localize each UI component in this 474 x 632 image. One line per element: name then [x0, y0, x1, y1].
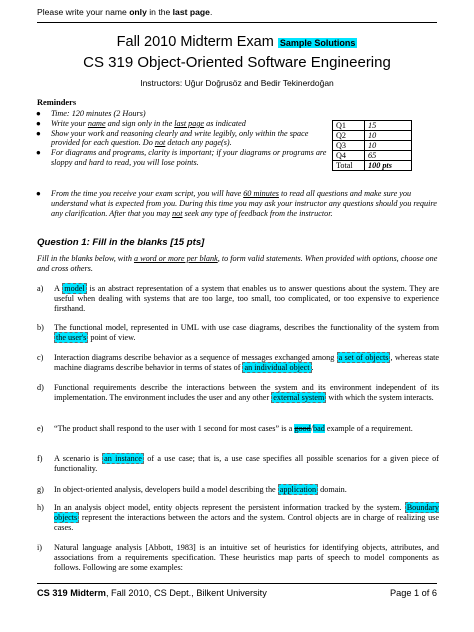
- item-text: “The product shall respond to the user with 1 second for most cases” is a good/bad example of a requirement.: [54, 424, 413, 433]
- blank-item-f: [37, 454, 439, 474]
- bullet-icon: ●: [36, 128, 41, 138]
- blank-item-h: [37, 503, 439, 532]
- reminders-list-cont: [36, 189, 438, 218]
- item-label: h): [37, 503, 44, 512]
- reminder-item: [36, 129, 328, 149]
- header-note: [37, 7, 212, 17]
- item-label: c): [37, 353, 44, 362]
- page-number: Page 1 of 6: [390, 588, 437, 598]
- total-points-cell: 100 pts: [365, 161, 412, 171]
- points-cell: 10: [365, 131, 412, 141]
- item-label: f): [37, 454, 43, 463]
- item-label: g): [37, 485, 44, 494]
- reminder-text: as indicated: [204, 118, 246, 128]
- blank-item-e: [37, 424, 439, 434]
- points-cell: 65: [365, 151, 412, 161]
- answer-highlight: an instance: [104, 454, 142, 463]
- points-cell: 10: [365, 141, 412, 151]
- blank-item-c: [37, 353, 439, 373]
- question-cell: Q1: [333, 121, 365, 131]
- question-cell: Q2: [333, 131, 365, 141]
- item-text: A model is an abstract representation of a system that enables us to answer questions about the system. They are useful when dealing with systems that are too large, too small, too complicated, or too expensive to experience firsthand.: [54, 284, 439, 313]
- reminder-text: Show your work and reasoning clearly and write legibly, only within the space provided for each question. Do: [51, 128, 309, 148]
- reminder-text: Time: 120 minutes (2 Hours): [51, 109, 146, 118]
- footer-divider: [37, 583, 437, 584]
- chosen-option: bad: [313, 424, 325, 433]
- exam-title: [0, 34, 474, 50]
- header-divider: [37, 22, 437, 23]
- item-label: a): [37, 284, 44, 293]
- question-1-heading: Question 1: Fill in the blanks [15 pts]: [37, 237, 205, 248]
- blank-item-a: [37, 284, 439, 313]
- answer-highlight: application: [279, 485, 317, 494]
- reminders-list: [36, 109, 328, 168]
- table-row: [333, 161, 412, 171]
- answer-highlight: model: [64, 284, 85, 293]
- reminder-text: For diagrams and programs, clarity is important; if your diagrams or programs are sloppy and hard to read, you will lose points.: [51, 148, 327, 167]
- reminders-heading: Reminders: [37, 98, 77, 107]
- reminder-text: detach any page(s).: [165, 138, 232, 148]
- question-1-instructions: [37, 254, 439, 274]
- score-table: [332, 120, 412, 171]
- item-text: In an analysis object model, entity objects represent the persistent information tracked by the system. Boundary objects represent the interactions between the actors and the system. Control objects are in charge of realizing use cases.: [54, 503, 439, 532]
- answer-highlight: an individual object: [244, 362, 310, 372]
- answer-highlight: a set of objects: [338, 353, 389, 362]
- sample-solutions-badge: Sample Solutions: [279, 38, 356, 48]
- blank-item-g: [37, 485, 439, 495]
- reminder-underline: 60 minutes: [243, 189, 279, 198]
- reminder-item: [36, 109, 328, 119]
- table-row: [333, 131, 412, 141]
- reminder-text: to read all questions and make sure you understand what is expected from you. During this time you may ask your instructor any questions should you require any clarification. After that you may: [51, 189, 437, 218]
- reminder-text: and sign only in the: [105, 118, 175, 128]
- reminder-item: [36, 189, 438, 218]
- blank-item-b: [37, 323, 439, 343]
- footer-text: , Fall 2010, CS Dept., Bilkent University: [105, 588, 267, 598]
- course-title: CS 319 Object-Oriented Software Engineering: [83, 54, 391, 71]
- item-text: A scenario is an instance of a use case; that is, a use case specifies all possible scenarios for a given piece of functionality.: [54, 454, 440, 473]
- table-row: [333, 141, 412, 151]
- instr-underline: a word or more per blank: [133, 254, 218, 263]
- item-label: b): [37, 323, 44, 332]
- note-text: .: [209, 7, 213, 17]
- reminder-item: [36, 148, 328, 168]
- answer-highlight: the user's: [56, 332, 87, 342]
- blank-item-i: [37, 543, 439, 572]
- footer-left: [37, 588, 267, 598]
- instr-text: Fill in the blanks below, with: [37, 254, 134, 263]
- bullet-icon: ●: [36, 148, 41, 158]
- item-text: The functional model, represented in UML with use case diagrams, describes the functionality of the system from the user's point of view.: [54, 323, 439, 342]
- reminder-text: From the time you receive your exam script, you will have: [51, 189, 244, 198]
- note-emphasis: last page: [172, 7, 210, 17]
- exam-title-text: Fall 2010 Midterm Exam: [116, 34, 274, 50]
- reminder-underline: last page: [174, 118, 205, 128]
- note-text: Please write your name: [37, 7, 130, 17]
- question-cell: Q3: [333, 141, 365, 151]
- reminder-underline: name: [87, 118, 106, 128]
- reminder-underline: not: [154, 138, 166, 148]
- footer-course: CS 319 Midterm: [37, 588, 106, 598]
- bullet-icon: ●: [36, 189, 41, 198]
- item-text: Interaction diagrams describe behavior as a sequence of messages exchanged among a set of objects , whereas state machine diagrams describe behavior in terms of states of an individual object .: [54, 353, 439, 372]
- answer-highlight: Boundary objects: [54, 503, 439, 522]
- item-text: In object-oriented analysis, developers build a model describing the application domain.: [54, 485, 347, 494]
- crossed-option: good: [294, 424, 311, 433]
- reminder-item: [36, 119, 328, 129]
- item-label: i): [37, 543, 43, 552]
- table-row: [333, 121, 412, 131]
- note-text: in the: [146, 7, 173, 17]
- table-row: [333, 151, 412, 161]
- reminder-text: seek any type of feedback from the instructor.: [182, 208, 333, 218]
- reminder-underline: not: [172, 208, 183, 218]
- question-cell: Q4: [333, 151, 365, 161]
- reminder-text: Write your: [51, 118, 88, 128]
- item-label: d): [37, 383, 44, 392]
- total-label-cell: Total: [333, 161, 365, 171]
- instructors-line: Instructors: Uğur Doğrusöz and Bedir Tekinerdoğan: [140, 78, 334, 88]
- instr-text: , to form valid statements. When provided with options, choose one and cross others.: [37, 254, 438, 273]
- bullet-icon: ●: [36, 118, 41, 128]
- bullet-icon: ●: [36, 109, 41, 118]
- item-label: e): [37, 424, 44, 433]
- answer-highlight: external system: [273, 392, 325, 402]
- item-text: Functional requirements describe the interactions between the system and its environment independent of its implementation. The environment includes the user and any other external system with which the system interacts.: [54, 383, 439, 402]
- item-text: Natural language analysis [Abbott, 1983] is an intuitive set of heuristics for identifying objects, attributes, and associations from a requirements specification. These heuristics map parts of speech to model components as follows. Following are some examples:: [54, 543, 439, 572]
- points-cell: 15: [365, 121, 412, 131]
- blank-item-d: [37, 383, 439, 403]
- note-emphasis: only: [129, 7, 147, 17]
